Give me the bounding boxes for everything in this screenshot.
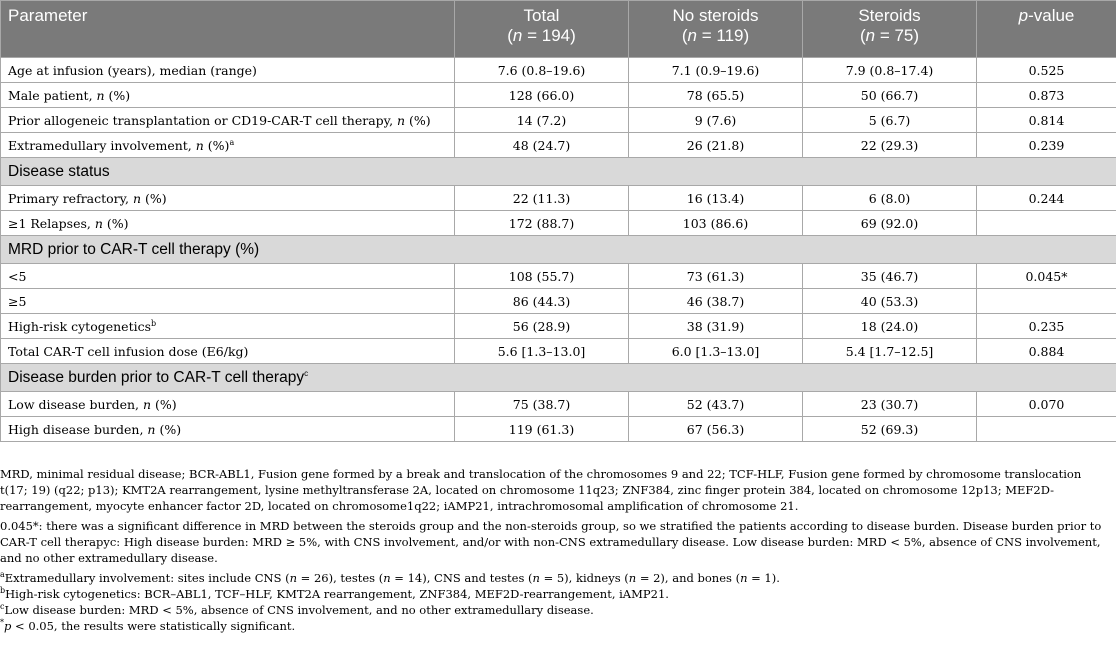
cell-no-steroids: 52 (43.7): [629, 392, 803, 417]
header-open-paren: (: [681, 26, 688, 45]
cell-no-steroids: 6.0 [1.3–13.0]: [629, 339, 803, 364]
table-row-mrd-lt5: [1, 264, 1116, 289]
cell-steroids: 35 (46.7): [803, 264, 977, 289]
header-steroids: [803, 1, 977, 58]
table-row-relapses: [1, 211, 1116, 236]
header-parameter: Parameter: [1, 1, 455, 58]
row-label: <5: [1, 264, 455, 289]
table-header-row: [1, 1, 1116, 58]
cell-p-value: 0.239: [977, 133, 1116, 158]
footnote-c: [0, 602, 1110, 618]
cell-p-value: 0.814: [977, 108, 1116, 133]
cell-p-value: 0.045*: [977, 264, 1116, 289]
cell-steroids: 50 (66.7): [803, 83, 977, 108]
table-row-extramedullary: [1, 133, 1116, 158]
cell-total: 48 (24.7): [455, 133, 629, 158]
row-label-text: ≥1 Relapses,: [8, 215, 95, 231]
table-row-high-risk-cytogenetics: [1, 314, 1116, 339]
table-row-high-burden: [1, 417, 1116, 442]
footnote-text: < 0.05, the results were statistically significant.: [11, 619, 296, 633]
row-label-text: Low disease burden,: [8, 396, 143, 412]
header-steroids-label: Steroids: [858, 6, 921, 25]
n-italic: n: [94, 215, 103, 231]
n-italic: n: [628, 571, 637, 585]
table-row-age: [1, 58, 1116, 83]
cell-steroids: 23 (30.7): [803, 392, 977, 417]
row-label-suffix: (%): [151, 396, 177, 412]
footnote-a: [0, 570, 1110, 586]
section-title: [1, 364, 1116, 392]
row-label: [1, 108, 455, 133]
cell-steroids: 52 (69.3): [803, 417, 977, 442]
footnote-marker: b: [151, 318, 157, 328]
row-label-text: Primary refractory,: [8, 190, 133, 206]
footnote-marker: a: [229, 137, 235, 147]
section-row-disease-burden: [1, 364, 1116, 392]
row-label-suffix: (%): [102, 215, 129, 231]
table-footnotes: [0, 466, 1110, 634]
cell-p-value: 0.244: [977, 186, 1116, 211]
n-italic: n: [289, 571, 298, 585]
cell-steroids: 18 (24.0): [803, 314, 977, 339]
footnote-b: [0, 586, 1110, 602]
row-label: ≥5: [1, 289, 455, 314]
cell-total: 56 (28.9): [455, 314, 629, 339]
table-row-primary-refractory: [1, 186, 1116, 211]
n-italic: n: [96, 87, 105, 103]
row-label: [1, 211, 455, 236]
cell-total: 5.6 [1.3–13.0]: [455, 339, 629, 364]
cell-total: 86 (44.3): [455, 289, 629, 314]
footnote-text: = 5), kidneys (: [539, 571, 629, 585]
footnote-text: Extramedullary involvement: sites include CNS (: [4, 571, 290, 585]
cell-p-value: 0.884: [977, 339, 1116, 364]
row-label: [1, 417, 455, 442]
header-open-paren: (: [859, 26, 866, 45]
header-total-label: Total: [523, 6, 560, 25]
row-label-suffix: (%): [141, 190, 167, 206]
header-total: [455, 1, 629, 58]
cell-total: 22 (11.3): [455, 186, 629, 211]
cell-no-steroids: 73 (61.3): [629, 264, 803, 289]
cell-total: 7.6 (0.8–19.6): [455, 58, 629, 83]
table-row-low-burden: [1, 392, 1116, 417]
cell-no-steroids: 67 (56.3): [629, 417, 803, 442]
header-total-n: = 194): [527, 26, 576, 45]
n-italic: n: [142, 396, 152, 412]
cell-no-steroids: 9 (7.6): [629, 108, 803, 133]
cell-p-value: 0.235: [977, 314, 1116, 339]
cell-no-steroids: 38 (31.9): [629, 314, 803, 339]
cell-p-value: [977, 211, 1116, 236]
cell-p-value: 0.873: [977, 83, 1116, 108]
row-label: [1, 186, 455, 211]
footnote-text: = 1).: [747, 571, 780, 585]
section-row-mrd: [1, 236, 1116, 264]
header-p-italic: p: [1018, 6, 1029, 25]
header-open-paren: (: [507, 26, 513, 45]
cell-total: 14 (7.2): [455, 108, 629, 133]
cell-steroids: 6 (8.0): [803, 186, 977, 211]
row-label-text: High-risk cytogenetics: [8, 318, 152, 334]
cell-steroids: 22 (29.3): [803, 133, 977, 158]
table-row-infusion-dose: [1, 339, 1116, 364]
row-label-suffix: (%): [405, 112, 431, 128]
row-label: [1, 83, 455, 108]
header-n-letter: n: [865, 26, 876, 45]
cell-no-steroids: 7.1 (0.9–19.6): [629, 58, 803, 83]
row-label-suffix: (%): [104, 87, 131, 103]
section-row-disease-status: [1, 158, 1116, 186]
n-italic: n: [383, 571, 391, 585]
footnote-text: = 2), and bones (: [636, 571, 741, 585]
cell-p-value: [977, 289, 1116, 314]
cell-no-steroids: 16 (13.4): [629, 186, 803, 211]
row-label: [1, 392, 455, 417]
row-label-text: Prior allogeneic transplantation or CD19-CAR-T cell therapy,: [8, 112, 398, 128]
n-italic: n: [397, 112, 406, 128]
cell-no-steroids: 103 (86.6): [629, 211, 803, 236]
footnote-marker: c: [304, 368, 309, 378]
table-row-mrd-ge5: [1, 289, 1116, 314]
cell-p-value: 0.070: [977, 392, 1116, 417]
cell-total: 172 (88.7): [455, 211, 629, 236]
cell-total: 75 (38.7): [455, 392, 629, 417]
header-no-steroids-label: No steroids: [672, 6, 759, 25]
cell-total: 108 (55.7): [455, 264, 629, 289]
header-no-steroids: [629, 1, 803, 58]
header-p-rest: -value: [1028, 6, 1075, 25]
row-label: [1, 314, 455, 339]
footnote-star: [0, 618, 1110, 634]
row-label-text: High disease burden,: [8, 421, 148, 437]
n-italic: n: [532, 571, 540, 585]
row-label-suffix: (%): [155, 421, 182, 437]
row-label: [1, 133, 455, 158]
p-italic: p: [4, 619, 12, 633]
cell-total: 119 (61.3): [455, 417, 629, 442]
cell-total: 128 (66.0): [455, 83, 629, 108]
footnote-marker: c: [0, 602, 5, 612]
cell-p-value: 0.525: [977, 58, 1116, 83]
n-italic: n: [740, 571, 748, 585]
footnote-text: High-risk cytogenetics: BCR–ABL1, TCF–HLF, KMT2A rearrangement, ZNF384, MEF2D-rearrangement, iAMP21.: [5, 587, 669, 601]
cell-steroids: 5.4 [1.7–12.5]: [803, 339, 977, 364]
footnote-text: = 14), CNS and testes (: [390, 571, 533, 585]
cell-p-value: [977, 417, 1116, 442]
cell-no-steroids: 78 (65.5): [629, 83, 803, 108]
footnote-significance: 0.045*: there was a significant difference in MRD between the steroids group and the non-steroids group, so we stratified the patients according to disease burden. Disease burden prior to CAR-T cell therapyc: High disease burden: MRD ≥ 5%, with CNS involvement, and/or with non-CNS extramedullary disease. Low disease burden: MRD < 5%, absence of CNS involvement, and no other extramedullary disease.: [0, 519, 1102, 565]
n-italic: n: [195, 137, 204, 153]
cell-no-steroids: 46 (38.7): [629, 289, 803, 314]
footnote-marker: *: [0, 618, 4, 628]
row-label-text: Male patient,: [8, 87, 97, 103]
table-row-prior-transplant: [1, 108, 1116, 133]
section-title: Disease status: [1, 158, 1116, 186]
cell-steroids: 69 (92.0): [803, 211, 977, 236]
footnote-text: Low disease burden: MRD < 5%, absence of CNS involvement, and no other extramedullary disease.: [4, 603, 594, 617]
row-label-text: Extramedullary involvement,: [8, 137, 196, 153]
table-row-male: [1, 83, 1116, 108]
header-n-letter: n: [687, 26, 697, 45]
n-italic: n: [133, 190, 142, 206]
n-italic: n: [147, 421, 156, 437]
header-no-steroids-n: = 119): [701, 26, 750, 45]
footnote-text: = 26), testes (: [297, 571, 384, 585]
section-title-text: Disease burden prior to CAR-T cell therapy: [8, 368, 305, 386]
footnote-marker: a: [0, 570, 5, 580]
section-title: MRD prior to CAR-T cell therapy (%): [1, 236, 1116, 264]
header-n-letter: n: [512, 26, 523, 45]
footnote-abbreviations: MRD, minimal residual disease; BCR-ABL1, Fusion gene formed by a break and translocation of the chromosomes 9 and 22; TCF-HLF, Fusion gene formed by chromosome translocation t(17; 19) (q22; p13); KMT2A rearrangement, lysine methyltransferase 2A, located on chromosome 11q23; ZNF384, zinc finger protein 384, located on chromosome 12p13; MEF2D-rearrangement, myocyte enhancer factor 2D, located on chromosome1q22; iAMP21, intrachromosomal amplification of chromosome 21.: [0, 467, 1082, 513]
cell-steroids: 5 (6.7): [803, 108, 977, 133]
row-label: Age at infusion (years), median (range): [1, 58, 455, 83]
footnote-marker: b: [0, 586, 6, 596]
cell-steroids: 40 (53.3): [803, 289, 977, 314]
cell-no-steroids: 26 (21.8): [629, 133, 803, 158]
row-label: Total CAR-T cell infusion dose (E6/kg): [1, 339, 455, 364]
header-steroids-n: = 75): [879, 26, 920, 45]
row-label-suffix: (%): [203, 137, 230, 153]
cell-steroids: 7.9 (0.8–17.4): [803, 58, 977, 83]
header-p-value: [977, 1, 1116, 58]
